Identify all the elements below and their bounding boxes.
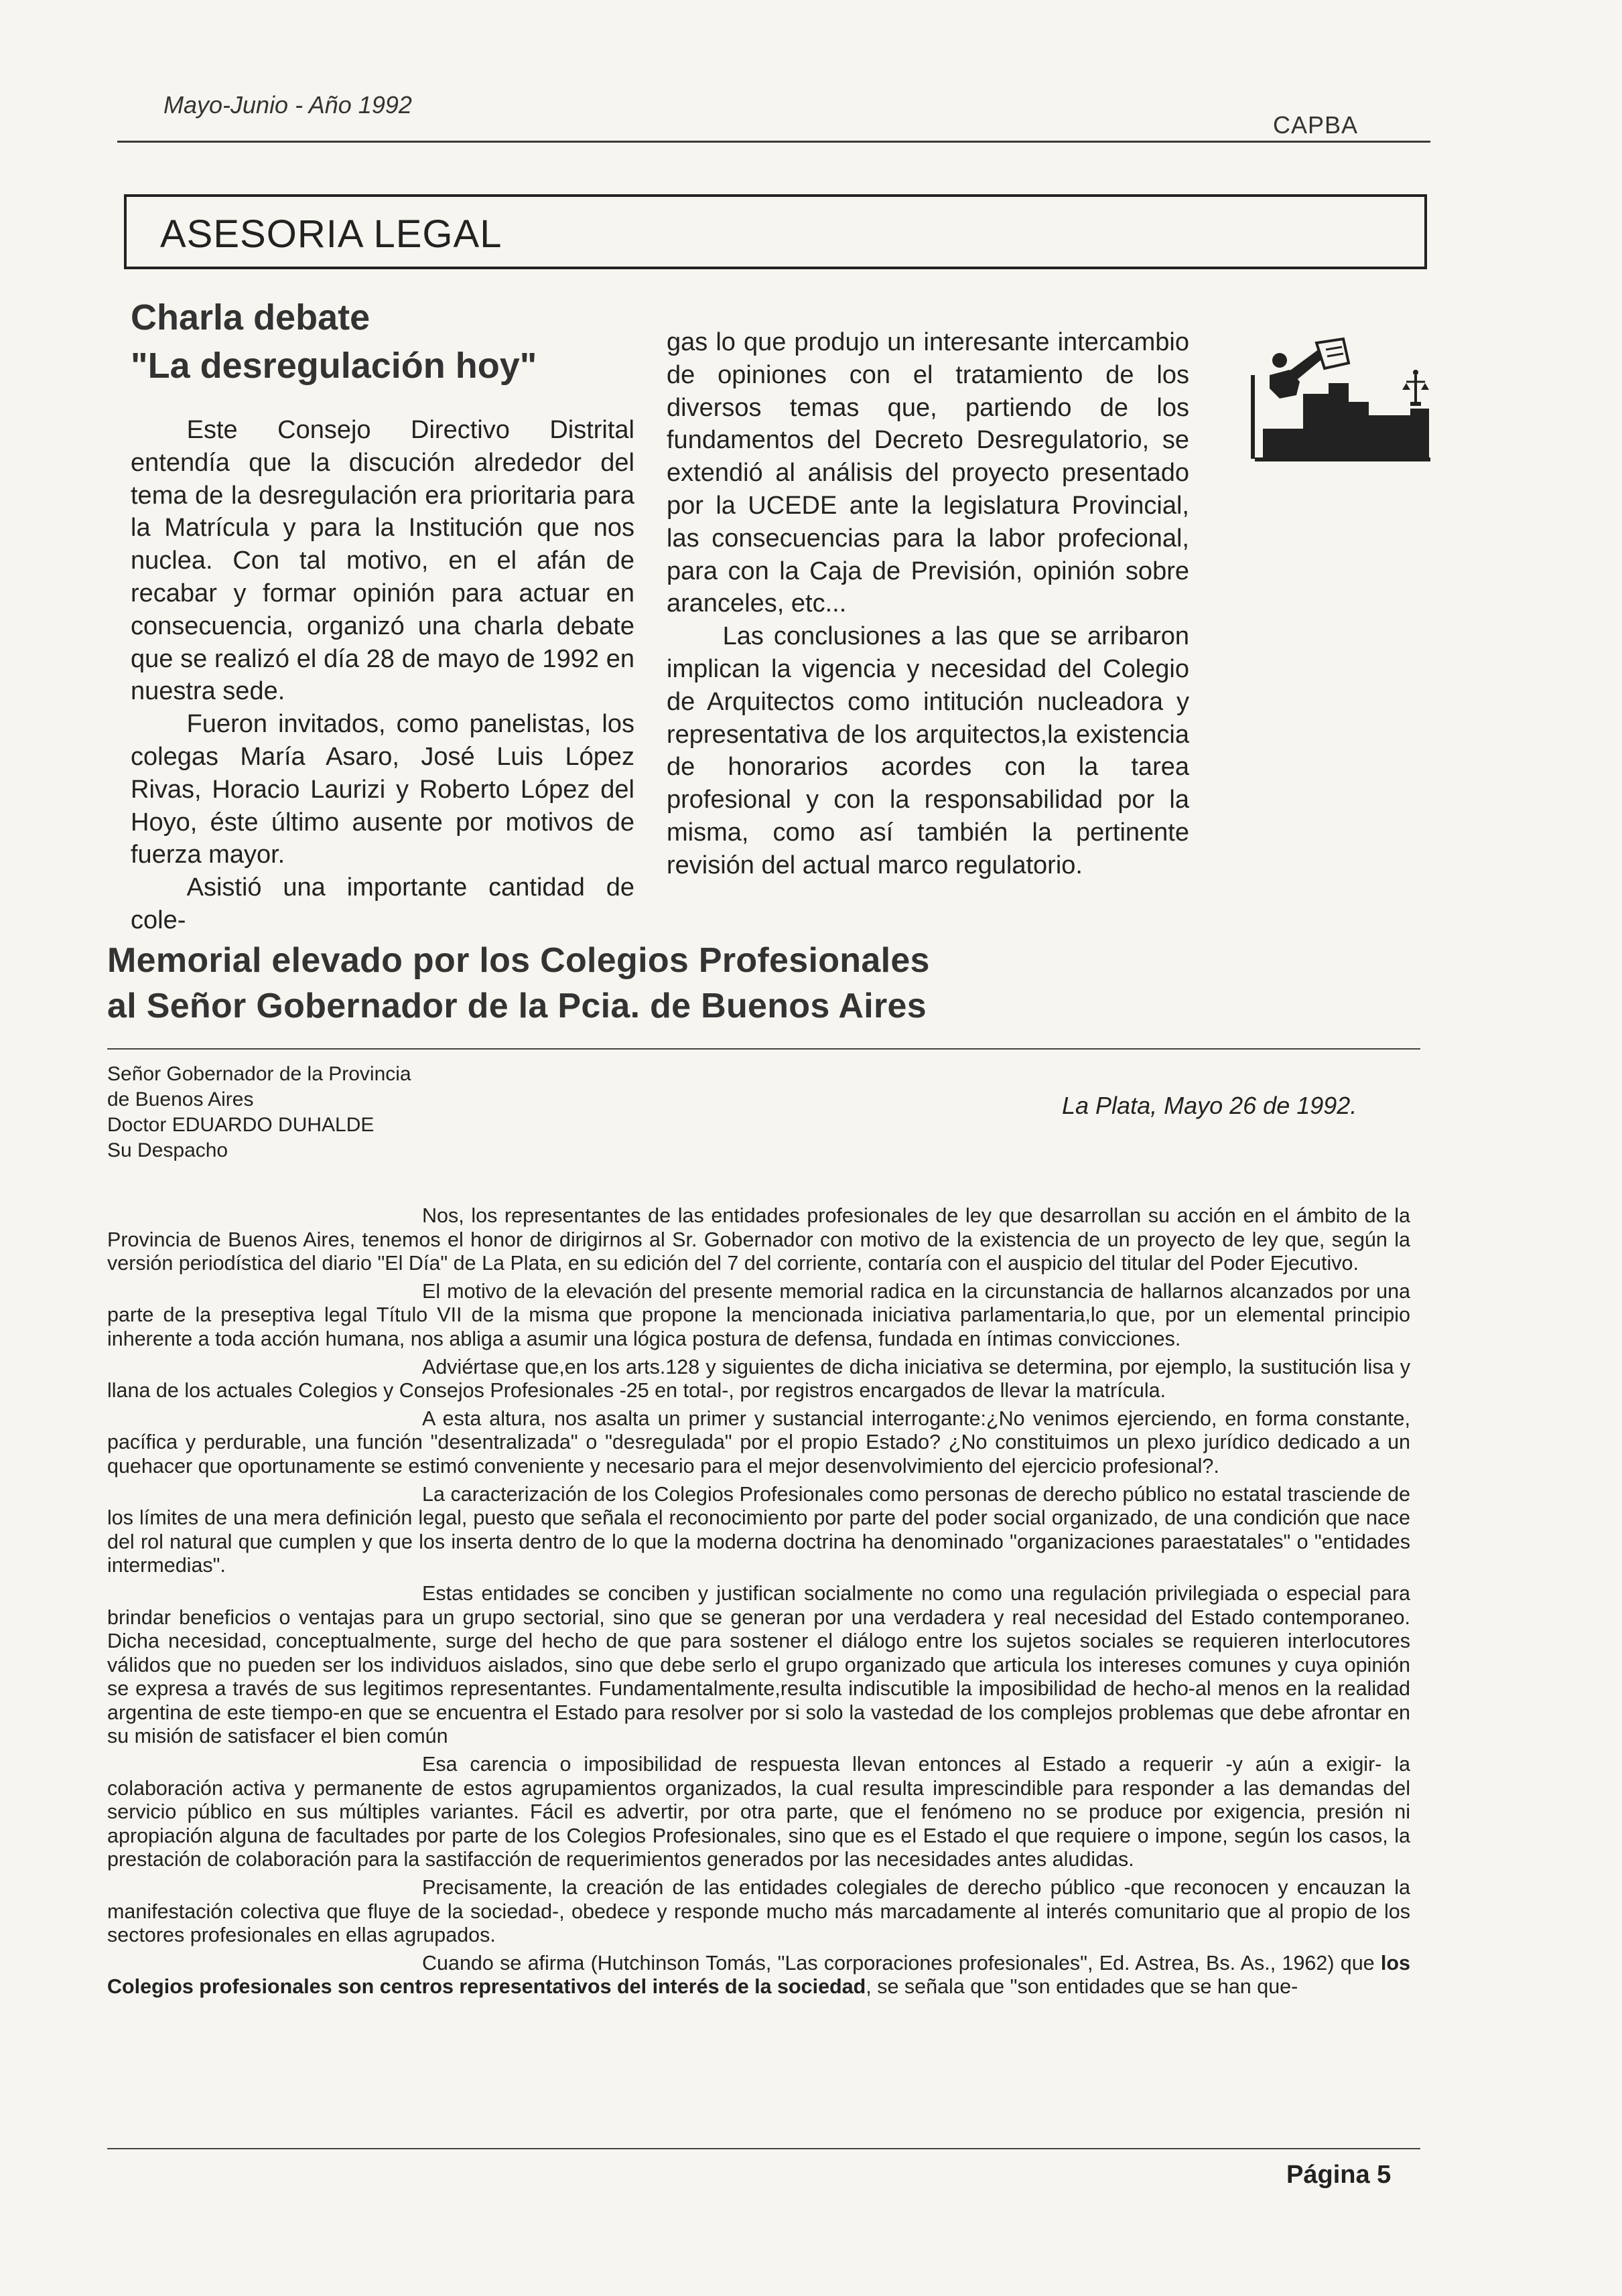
- memorial-title-line2: al Señor Gobernador de la Pcia. de Buenos Aires: [107, 987, 927, 1025]
- memorial-paragraph: La caracterización de los Colegios Profesionales como personas de derecho público no estatal trasciende de los límites de una mera definición legal, puesto que señala el reconocimiento por parte del poder social organizado, de una condición que nace del rol natural que cumplen y que los inserta dentro de lo que la moderna doctrina ha denominado "organizaciones paraestatales" o "entidades intermedias".: [107, 1482, 1410, 1577]
- article-title-charla: [131, 293, 537, 390]
- footer-divider: [107, 2148, 1420, 2149]
- memorial-paragraph: El motivo de la elevación del presente memorial radica en la circunstancia de hallarnos alcanzados por una parte de la preseptiva legal Título VII de la misma que propone la mencionada iniciativa parlamentaria,lo que, por un elemental principio inherente a toda acción humana, nos abliga a asumir una lógica postura de defensa, fundada en íntimas convicciones.: [107, 1279, 1410, 1350]
- memorial-title-line1: Memorial elevado por los Colegios Profesionales: [107, 941, 930, 980]
- letter-date: La Plata, Mayo 26 de 1992.: [1062, 1092, 1357, 1119]
- memorial-paragraph: Esa carencia o imposibilidad de respuesta llevan entonces al Estado a requerir -y aún a exigir- la colaboración activa y permanente de estos agrupamientos organizados, la cual resulta imprescindible para responder a las demandas del servicio público en sus múltiples variantes. Fácil es advertir, por otra parte, que el fenómeno no se produce por exigencia, presión ni apropiación alguna de facultades por parte de los Colegios Profesionales, sino que es el Estado el que requiere o impone, según los casos, la prestación de colaboración para la sastifacción de requerimientos generados por las necesidades antes aludidas.: [107, 1753, 1410, 1871]
- memorial-paragraph: Adviértase que,en los arts.128 y siguientes de dicha iniciativa se determina, por ejemplo, la sustitución lisa y llana de los actuales Colegios y Consejos Profesionales -25 en total-, por registros encargados de llevar la matrícula.: [107, 1355, 1410, 1403]
- memorial-paragraph: Nos, los representantes de las entidades profesionales de ley que desarrollan su acción en el ámbito de la Provincia de Buenos Aires, tenemos el honor de dirigirnos al Sr. Gobernador con motivo de la existencia de un proyecto de ley que, según la versión periodística del diario "El Día" de La Plata, en su edición del 7 del corriente, contaría con el auspicio del titular del Poder Ejecutivo.: [107, 1204, 1410, 1275]
- section-title: ASESORIA LEGAL: [160, 212, 502, 256]
- quote-bold: los Colegios profesionales son centros representativos del interés de la sociedad: [107, 1951, 1410, 1999]
- header-divider: [117, 141, 1430, 143]
- article-title-memorial: [107, 938, 930, 1029]
- publication-name: CAPBA: [1273, 111, 1359, 139]
- article-title-line1: Charla debate: [131, 297, 370, 338]
- address-line: Doctor EDUARDO DUHALDE: [107, 1114, 375, 1136]
- memorial-body: [107, 1204, 1410, 1999]
- memorial-paragraph: A esta altura, nos asalta un primer y sustancial interrogante:¿No venimos ejerciendo, en forma constante, pacífica y perdurable, una función "desentralizada" o "desregulada" por el propio Estado? ¿No constituimos un plexo jurídico dedicado a un quehacer que oportunamente se estimó conveniente y necesario para el mejor desenvolvimiento del ejercicio profesional?.: [107, 1407, 1410, 1478]
- paragraph: Este Consejo Directivo Distrital entendía que la discución alrededor del tema de la desregulación era prioritaria para la Matrícula y para la Institución que nos nuclea. Con tal motivo, en el afán de recabar y formar opinión para actuar en consecuencia, organizó una charla debate que se realizó el día 28 de mayo de 1992 en nuestra sede.: [131, 416, 634, 706]
- law-office-icon: [1249, 335, 1437, 469]
- page-number: Página 5: [1286, 2161, 1392, 2189]
- article-column-right: [667, 326, 1189, 882]
- issue-date: Mayo-Junio - Año 1992: [163, 91, 412, 119]
- quote-continuation: , se señala que "son entidades que se han que-: [866, 1975, 1298, 1999]
- paragraph: Fueron invitados, como panelistas, los colegas María Asaro, José Luis López Rivas, Horacio Laurizi y Roberto López del Hoyo, éste último ausente por motivos de fuerza mayor.: [131, 710, 634, 869]
- article-column-left: [131, 414, 634, 937]
- paragraph: Las conclusiones a las que se arribaron implican la vigencia y necesidad del Colegio de Arquitectos como intitución nucleadora y representativa de los arquitectos,la existencia de honorarios acordes con la tarea profesional y con la responsabilidad por la misma, como así también la pertinente revisión del actual marco regulatorio.: [667, 622, 1189, 879]
- paragraph: gas lo que produjo un interesante intercambio de opiniones con el tratamiento de los diversos temas que, partiendo de los fundamentos del Decreto Desregulatorio, se extendió al análisis del proyecto presentado por la UCEDE ante la legislatura Provincial, las consecuencias para la labor profecional, para con la Caja de Previsión, opinión sobre aranceles, etc...: [667, 328, 1189, 618]
- address-line: de Buenos Aires: [107, 1088, 254, 1110]
- address-line: Su Despacho: [107, 1139, 228, 1161]
- memorial-paragraph: Precisamente, la creación de las entidades colegiales de derecho público -que reconocen y encauzan la manifestación colectiva que fluye de la sociedad-, obedece y responde mucho más marcadamente al interés comunitario que al propio de los sectores profesionales en ellas agrupados.: [107, 1876, 1410, 1947]
- section-banner: [124, 194, 1427, 269]
- address-line: Señor Gobernador de la Provincia: [107, 1063, 411, 1085]
- quote-intro: Cuando se afirma (Hutchinson Tomás, "Las corporaciones profesionales", Ed. Astrea, Bs. As., 1962) que: [422, 1951, 1381, 1975]
- article-title-line2: "La desregulación hoy": [131, 346, 537, 386]
- memorial-paragraph-last: [107, 1952, 1410, 1999]
- recipient-address: [107, 1062, 411, 1163]
- memorial-divider: [107, 1048, 1420, 1050]
- paragraph: Asistió una importante cantidad de cole-: [131, 873, 634, 934]
- memorial-paragraph: Estas entidades se conciben y justifican socialmente no como una regulación privilegiada o especial para brindar beneficios o ventajas para un grupo sectorial, sino que se generan por una verdadera y real necesidad del Estado contemporaneo. Dicha necesidad, conceptualmente, surge del hecho de que para sostener el diálogo entre los sujetos sociales se requieren interlocutores válidos que no pueden ser los individuos aislados, sino que debe serlo el grupo organizado que articula los intereses comunes y cuya opinión se expresa a través de sus legitimos representantes. Fundamentalmente,resulta indiscutible la imposibilidad de hecho-al menos en la realidad argentina de este tiempo-en que se encuentra el Estado para resolver por si solo la vastedad de los complejos problemas que debe afrontar en su misión de satisfacer el bien común: [107, 1581, 1410, 1748]
